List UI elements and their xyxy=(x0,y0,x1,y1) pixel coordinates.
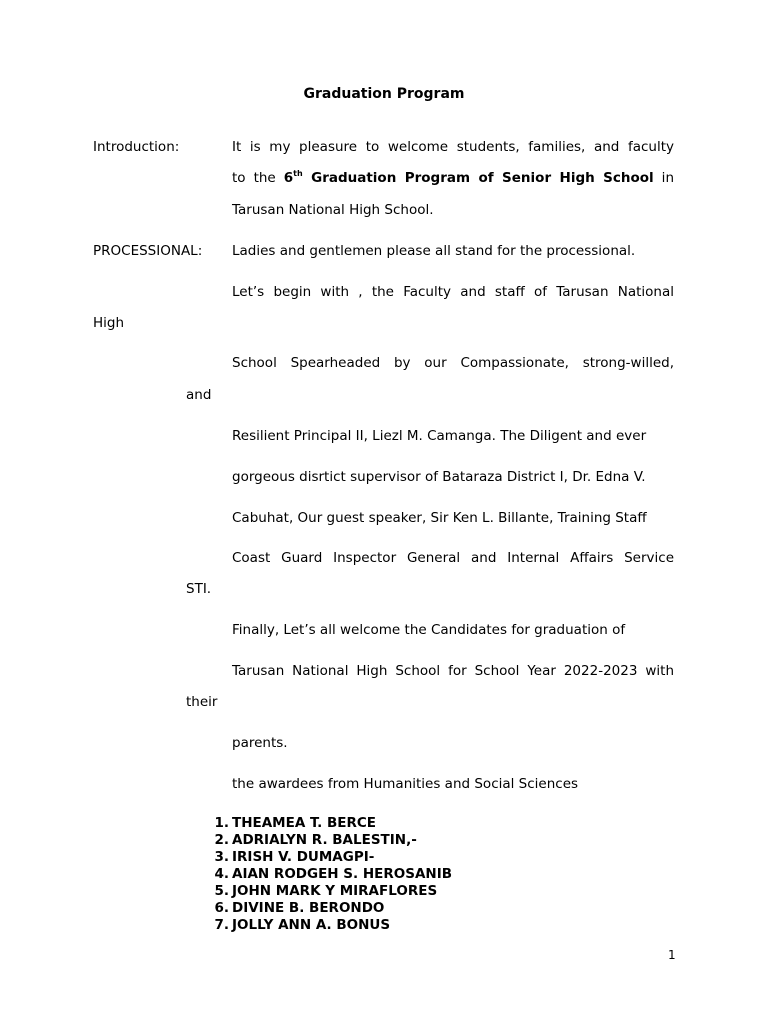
list-item-name: ADRIALYN R. BALESTIN,- xyxy=(232,832,417,848)
list-item-name: IRISH V. DUMAGPI- xyxy=(232,849,375,865)
processional-p4: Resilient Principal II, Liezl M. Camanga. The Diligent and ever xyxy=(232,428,647,444)
processional-p5: gorgeous disrtict supervisor of Bataraza District I, Dr. Edna V. xyxy=(232,469,646,485)
processional-p11: the awardees from Humanities and Social Sciences xyxy=(232,776,579,792)
processional-p9-line-1: Tarusan National High School for School Year 2022-2023 with xyxy=(232,663,674,679)
introduction-line-3: Tarusan National High School. xyxy=(232,202,434,218)
list-item xyxy=(209,917,452,934)
page-number: 1 xyxy=(668,948,676,962)
processional-p3-line-1: School Spearheaded by our Compassionate, strong-willed, xyxy=(232,355,674,371)
list-item-number: 7. xyxy=(214,917,229,933)
list-item-number: 6. xyxy=(214,900,229,916)
list-item xyxy=(209,866,452,883)
list-item xyxy=(209,900,452,917)
introduction-line-2 xyxy=(232,170,674,186)
list-item-name: JOHN MARK Y MIRAFLORES xyxy=(232,883,438,899)
processional-p7-line-1: Coast Guard Inspector General and Internal Affairs Service xyxy=(232,550,674,566)
processional-line-1: Ladies and gentlemen please all stand for the processional. xyxy=(232,243,636,259)
processional-p8: Finally, Let’s all welcome the Candidates for graduation of xyxy=(232,622,626,638)
list-item-number: 3. xyxy=(214,849,229,865)
list-item-name: AIAN RODGEH S. HEROSANIB xyxy=(232,866,453,882)
list-item xyxy=(209,832,452,849)
list-item xyxy=(209,883,452,900)
list-item xyxy=(209,849,452,866)
intro-line2-bold: Graduation Program of Senior High School xyxy=(302,170,654,186)
ordinal-suffix: th xyxy=(293,169,303,178)
list-item-name: JOLLY ANN A. BONUS xyxy=(232,917,391,933)
ordinal-number: 6 xyxy=(283,170,294,186)
document-title: Graduation Program xyxy=(303,86,465,102)
intro-line2-ordinal xyxy=(284,170,303,186)
awardees-list xyxy=(209,815,452,934)
intro-line2-post: in xyxy=(653,170,674,186)
processional-p9-line-2: their xyxy=(186,694,218,710)
processional-p7-line-2: STI. xyxy=(186,581,212,597)
list-item-number: 1. xyxy=(214,815,229,831)
processional-p10: parents. xyxy=(232,735,288,751)
intro-line2-pre: to the xyxy=(232,170,284,186)
list-item-number: 5. xyxy=(214,883,229,899)
list-item-number: 4. xyxy=(214,866,229,882)
introduction-line-1: It is my pleasure to welcome students, families, and faculty xyxy=(232,139,674,155)
processional-p3-line-2: and xyxy=(186,387,212,403)
processional-p2-line-1: Let’s begin with , the Faculty and staff of Tarusan National xyxy=(232,284,674,300)
processional-p2-line-2: High xyxy=(93,315,125,331)
list-item-name: THEAMEA T. BERCE xyxy=(232,815,377,831)
processional-p6: Cabuhat, Our guest speaker, Sir Ken L. Billante, Training Staff xyxy=(232,510,647,526)
introduction-label: Introduction: xyxy=(93,139,180,155)
processional-label: PROCESSIONAL: xyxy=(93,243,203,259)
list-item xyxy=(209,815,452,832)
list-item-name: DIVINE B. BERONDO xyxy=(232,900,385,916)
list-item-number: 2. xyxy=(214,832,229,848)
